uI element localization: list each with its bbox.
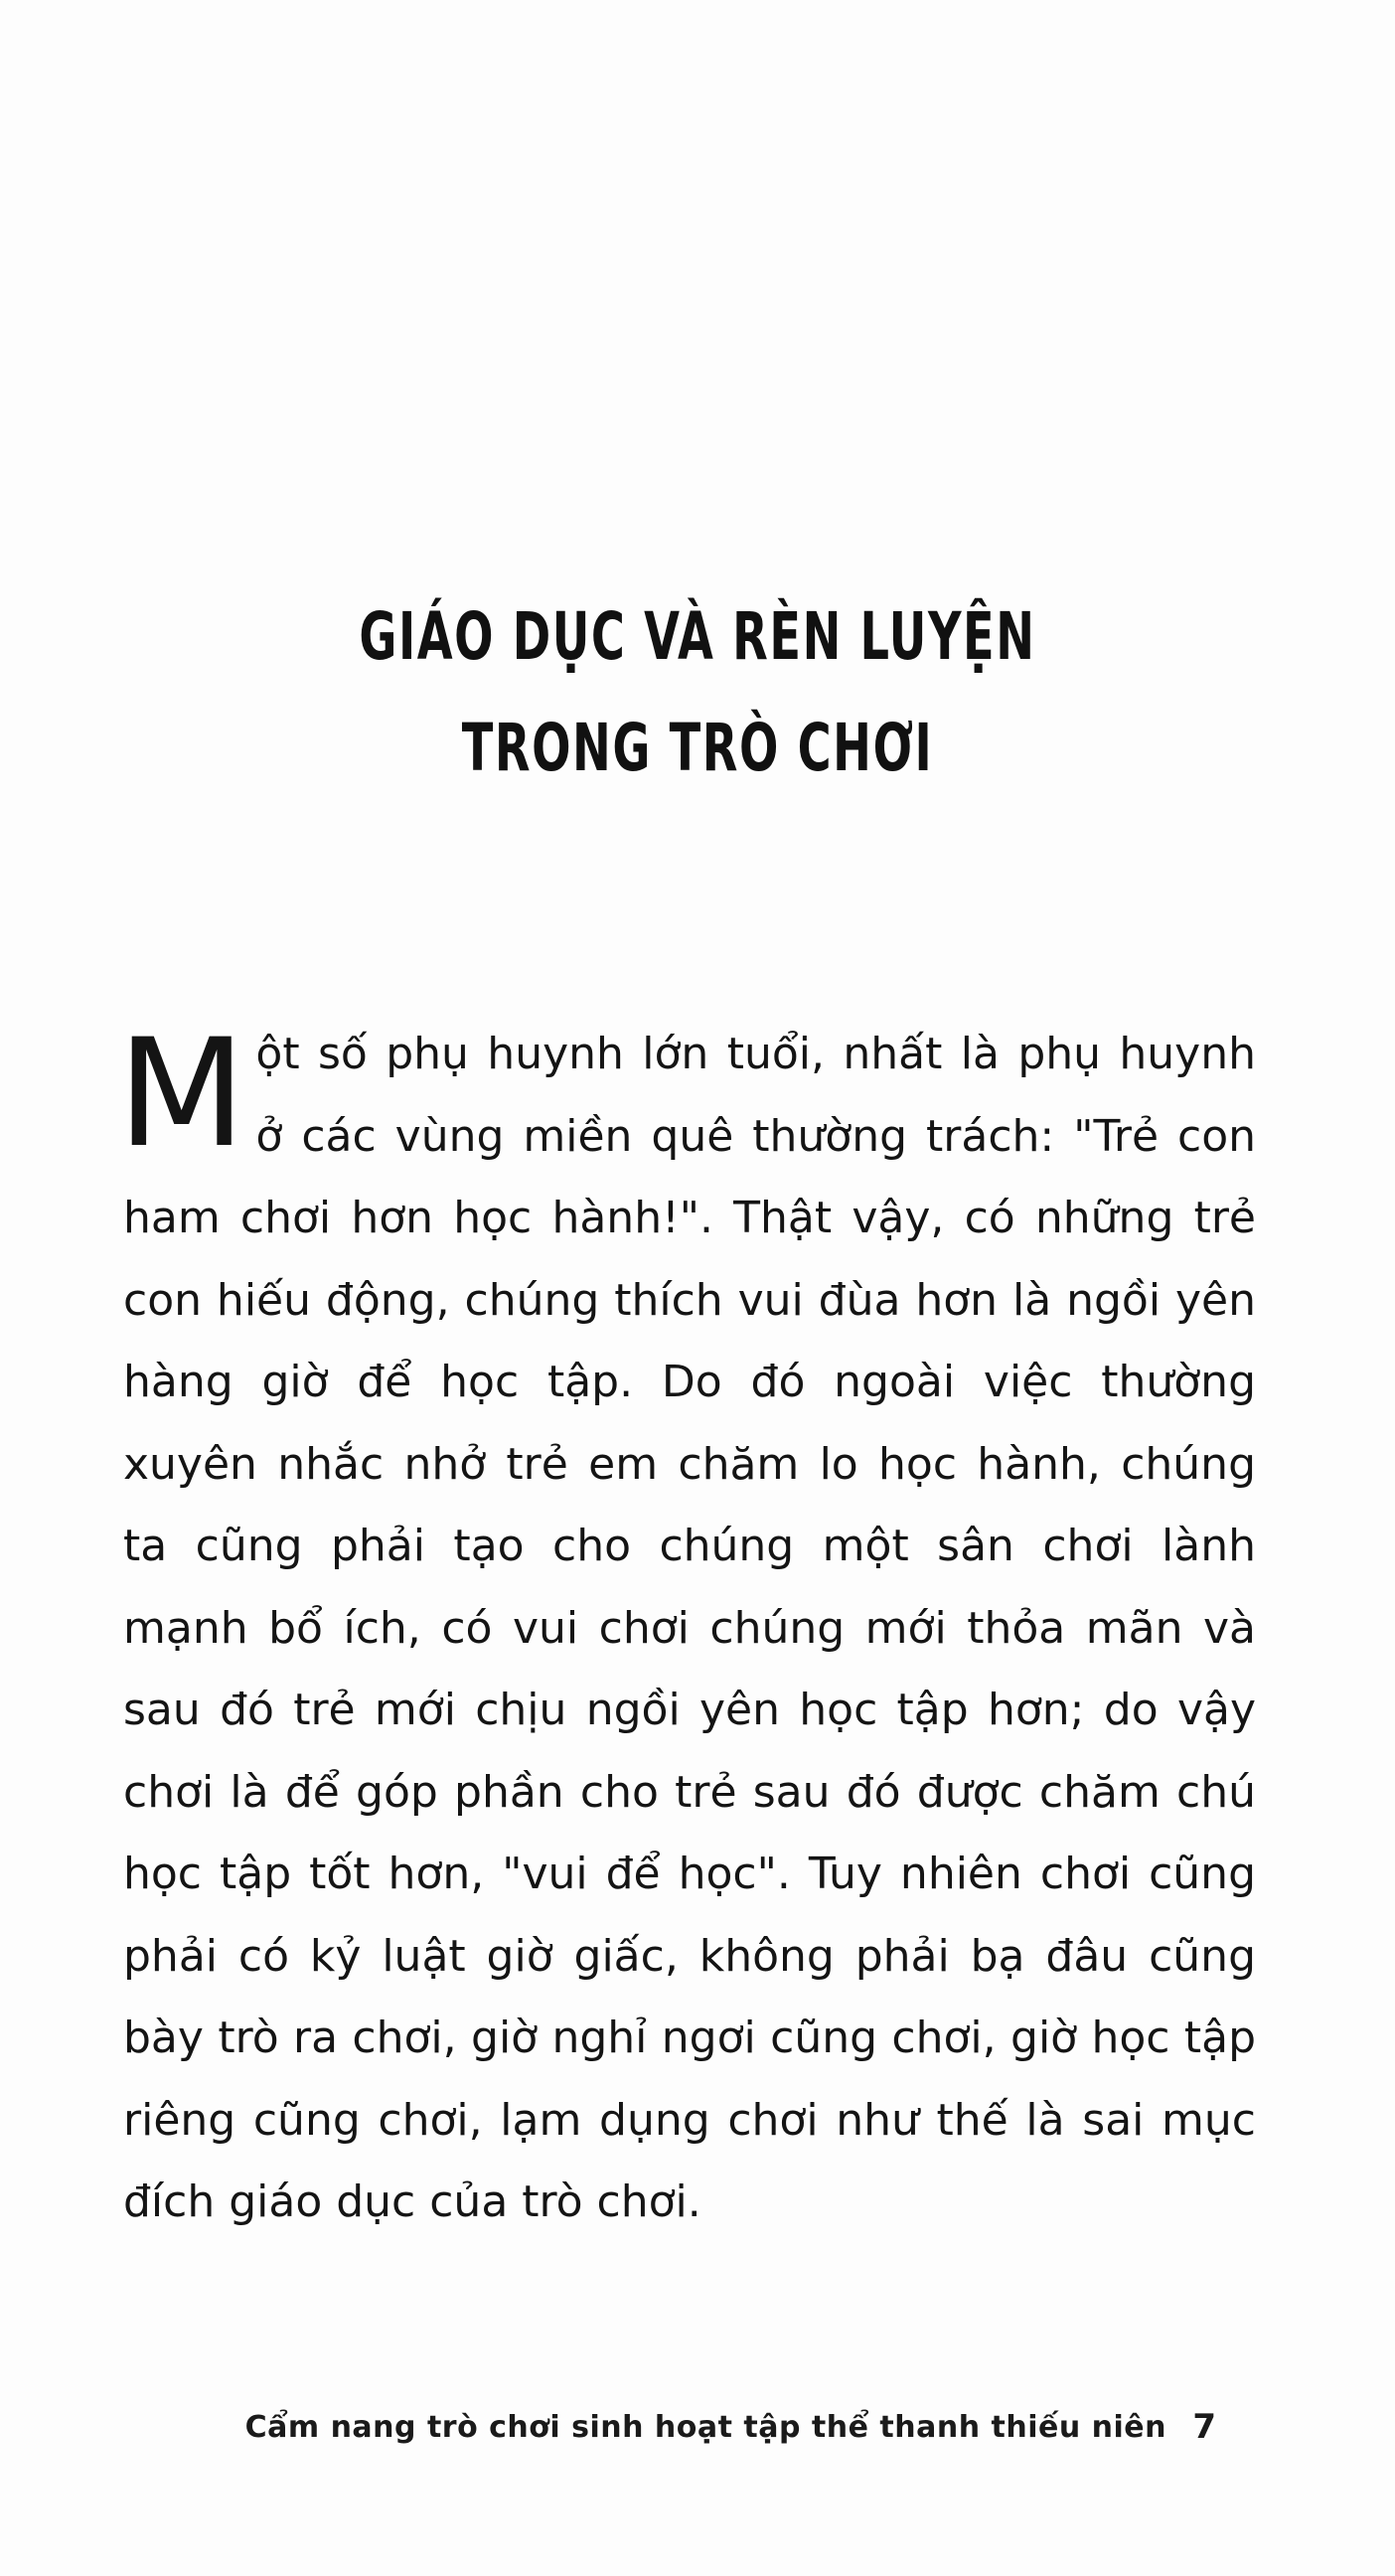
running-footer-title: Cẩm nang trò chơi sinh hoạt tập thể thanh thiếu niên (244, 2410, 1166, 2445)
body-paragraph (117, 1008, 1256, 2244)
drop-cap: M (117, 1008, 246, 1181)
paragraph-text: ột số phụ huynh lớn tuổi, nhất là phụ huynh ở các vùng miền quê thường trách: "Trẻ con ham chơi hơn học hành!". Thật vậy, có những trẻ con hiếu động, chúng thích vui đùa hơn là ngồi yên hàng giờ để học tập. Do đó ngoài việc thường xuyên nhắc nhở trẻ em chăm lo học hành, chúng ta cũng phải tạo cho chúng một sân chơi lành mạnh bổ ích, có vui chơi chúng mới thỏa mãn và sau đó trẻ mới chịu ngồi yên học tập hơn; do vậy chơi là để góp phần cho trẻ sau đó được chăm chú học tập tốt hơn, "vui để học". Tuy nhiên chơi cũng phải có kỷ luật giờ giấc, không phải bạ đâu cũng bày trò ra chơi, giờ nghỉ ngơi cũng chơi, giờ học tập riêng cũng chơi, lạm dụng chơi như thế là sai mục đích giáo dục của trò chơi. (123, 1029, 1256, 2227)
page-footer (0, 2407, 1395, 2470)
chapter-title (153, 581, 1241, 804)
page-number: 7 (1192, 2407, 1216, 2447)
chapter-title-line-2: TRONG TRÒ CHƠI (461, 710, 934, 786)
chapter-title-line-1: GIÁO DỤC VÀ RÈN LUYỆN (359, 598, 1036, 675)
